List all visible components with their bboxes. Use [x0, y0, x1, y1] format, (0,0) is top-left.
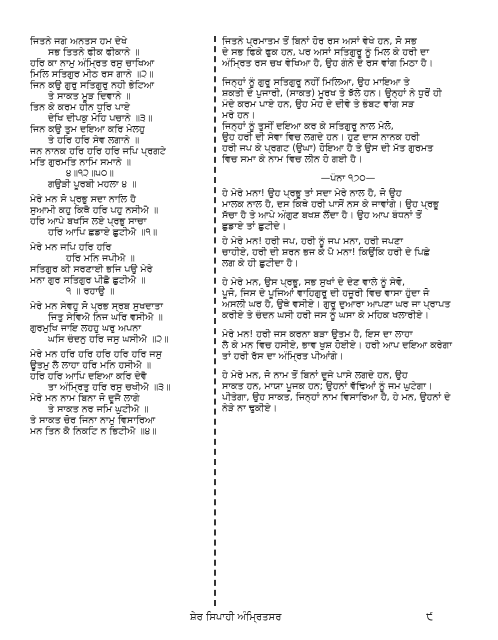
verse-line: ਜਿਤਨੇ ਜਗ ਅਨਤਸ ਹਮ ਦੇਖੇ [30, 36, 128, 47]
commentary-line: ਪੂਜੋ, ਜਿਸ ਦੇ ਪੂਜਿਆਂ ਵਾਹਿਗੁਰੂ ਦੀ ਹਜ਼ੂਰੀ ਵਿਚ ਵਾਸਾ ਹੁੰਦਾ ਜੋ [222, 288, 430, 299]
verse-line: ਮੇਰੇ ਮਨ ਸੇਵਹੁ ਸੋ ਪ੍ਰਭ ਸ੍ਰਬ ਸੁਖਦਾਤਾ [30, 301, 164, 312]
verse-line: ਜਿਤੁ ਸੇਵਿਐ ਨਿਜ ਘਰਿ ਵਸੀਐ ॥ [48, 312, 163, 323]
verse-line: ਊਤਮੁ ਲੈ ਲਾਹਾ ਹਰਿ ਮਨਿ ਹਸੀਐ ॥ [30, 360, 152, 371]
commentary-column [222, 36, 474, 414]
gurbani-column [30, 36, 210, 437]
commentary-line: ਸਾਕਤ ਹਨ, ਮਾਯਾ ਪੂਜਕ ਹਨ; ਉਹਨਾਂ ਵੱਢਿਆਂ ਨੂੰ ਜਮ ਘੁਟੇਗਾ। [222, 381, 433, 392]
verse-line: ਮਨਾ ਗੁਰ ਸਤਿਗੁਰ ਪੀਛੈ ਛੁਟੀਐ ॥ [30, 275, 146, 286]
verse-line: ਮੇਰੇ ਮਨ ਨਾਮ ਬਿਨਾ ਜੋ ਦੂਜੈ ਲਾਗੇ [30, 393, 140, 404]
commentary-line: ਲੈ ਕੇ ਮਨ ਵਿਚ ਹਸੀਏ, ਭਾਵ ਖੁਸ਼ ਹੋਈਏ। ਹਰੀ ਆਪ ਦਇਆ ਕਰੇਗਾ [222, 340, 452, 351]
commentary-line: ਜਿਨ੍ਹਾਂ ਨੂੰ ਗੁਰੂ ਸਤਿਗੁਰੂ ਨਹੀਂ ਮਿਲਿਆ, ਉਹ ਮਾਇਆ ਤੇ [222, 77, 410, 88]
verse-line: ਮੇਰੇ ਮਨ ਜਪਿ ਹਰਿ ਹਰਿ [30, 242, 112, 253]
commentary-line: ਛੁਡਾਏ ਤਾਂ ਛੁਟੀਦੇ। [222, 221, 287, 232]
commentary-line: ਸ਼ਕਤੀ ਦੇ ਪੁਜਾਰੀ, (ਸਾਕਤ) ਮੂਰਖ ਤੇ ਝੱਲੇ ਹਨ। ਉਨ੍ਹਾਂ ਨੇ ਧੁਰੋਂ ਹੀ [222, 88, 442, 99]
commentary-line: ਮਰੇ ਹਨ। [222, 110, 256, 121]
verse-number: ੪॥੧੨॥੫੦॥ [66, 168, 114, 179]
verse-line: ਹਰਿ ਹਰਿ ਆਪਿ ਦਇਆ ਕਰਿ ਦੇਵੈ [30, 371, 147, 382]
verse-line: ਮਤਿ ਗੁਰਮਤਿ ਨਾਮਿ ਸਮਾਨੇ ॥ [30, 157, 131, 168]
commentary-line: ਤਾਂ ਹਰੀ ਰੱਸ ਦਾ ਅੰਮ੍ਰਿਤ ਪੀਆਂਗੇ। [222, 351, 344, 362]
verse-number: ੧ ॥ ਰਹਾਉ ॥ [66, 286, 115, 297]
column-divider [214, 36, 216, 606]
verse-line: ਤੇ ਹਰਿ ਹਰਿ ਸੇਵ ਲਗਾਨੇ ॥ [48, 135, 140, 146]
verse-line: ਤੇ ਸਾਕਤ ਚੋਰ ਜਿਨਾ ਨਾਮੁ ਵਿਸਾਰਿਆ [30, 415, 156, 426]
verse-line: ਜਿਨ ਕਉ ਗੁਰੁ ਸਤਿਗੁਰੁ ਨਹੀ ਭੇਟਿਆ [30, 80, 155, 91]
verse-line: ਤੇ ਸਾਕਤ ਨਰ ਜਮਿ ਘੁਟੀਐ ॥ [48, 404, 149, 415]
commentary-line: ਅਸਲੀ ਘਰ ਹੈ, ਉਥੇ ਵਸੀਏ। ਗੁਰੂ ਦੁਆਰਾ ਆਪਣਾ ਘਰ ਜਾ ਪ੍ਰਾਪਤ [222, 299, 451, 310]
verse-line: ਹਰਿ ਕਾ ਨਾਮੁ ਅੰਮ੍ਰਿਤ ਰਸੁ ਚਾਖਿਆ [30, 58, 155, 69]
verse-line: ਮੇਰੇ ਮਨ ਹਰਿ ਹਰਿ ਹਰਿ ਹਰਿ ਹਰਿ ਜਸੁ [30, 349, 162, 360]
verse-line: ਘਸਿ ਚੰਦਨੁ ਹਰਿ ਜਸੁ ਘਸੀਐ ॥੨॥ [48, 334, 169, 345]
verse-line: ਤੇ ਸਾਕਤ ਮੂੜ ਦਿਵਾਨੇ ॥ [48, 91, 131, 102]
commentary-line: ਦੇ ਸਭ ਫਿਕੇ ਫੁਕ ਹਨ, ਪਰ ਅਸਾਂ ਸਤਿਗੁਰੂ ਨੂੰ ਮਿਲ ਕੇ ਹਰੀ ਦਾ [222, 47, 430, 58]
verse-line: ਸਭ ਤਿਤਨੇ ਫੀਕ ਫੀਕਾਨੇ ॥ [48, 47, 140, 58]
commentary-line: ਜਿਤਨੇ ਪ੍ਰਮਾਤਮ ਤੋਂ ਬਿਨਾਂ ਹੋਰ ਰਸ ਅਸਾਂ ਵੇਖੇ ਹਨ, ਸੋ ਸਭ [222, 36, 417, 47]
commentary-line: ਚਾਹੀਏ, ਹਰੀ ਦੀ ਸ਼ਰਨ ਭਜ ਕੇ ਪੈ ਮਨਾ! ਕਿਉਂਕਿ ਹਰੀ ਦੇ ਪਿਛੇ [222, 247, 430, 258]
commentary-line: ਜਿਨ੍ਹਾਂ ਨੂੰ ਤੁਸੀਂ ਦਇਆ ਕਰ ਕੇ ਸਤਿਗੁਰੂ ਨਾਲ ਮੇਲੋ, [222, 121, 394, 132]
verse-line: ਹਰਿ ਆਪਿ ਛਡਾਏ ਛੁਟੀਐ ॥੧॥ [48, 227, 158, 238]
footer-title: ਸ਼ੇਰ ਸਿਪਾਹੀ ਅੰਮ੍ਰਿਤਸਰ [190, 612, 282, 623]
commentary-line: ਨੇੜੇ ਨਾ ਢੁਕੀਏ। [222, 403, 278, 414]
verse-line: ਦੇਖਿ ਦੀਪਕੁ ਮੋਹਿ ਪਚਾਨੇ ॥੩॥ [48, 113, 153, 124]
verse-line: ਮਿਲਿ ਸਤਿਗੁਰ ਮੀਠ ਰਸ ਗਾਨੇ ॥੨॥ [30, 69, 154, 80]
verse-line: ਹਰਿ ਆਪੇ ਬਖਸਿ ਲਏ ਪ੍ਰਭੁ ਸਾਚਾ [30, 216, 147, 227]
verse-line: ਮੇਰੇ ਮਨ ਸੋ ਪ੍ਰਭੁ ਸਦਾ ਨਾਲਿ ਹੈ [30, 194, 136, 205]
verse-line: ਸੁਆਮੀ ਕਹੁ ਕਿਥੈ ਹਰਿ ਪਹੁ ਨਸੀਐ ॥ [30, 205, 159, 216]
commentary-line: ਲਗ ਕੇ ਹੀ ਛੁਟੀਦਾ ਹੈ। [222, 258, 299, 269]
verse-line: ਸਤਿਗੁਰ ਕੀ ਸਰਣਾਈ ਭਜਿ ਪਉ ਮੇਰੇ [30, 264, 153, 275]
commentary-line: ਹੇ ਮੇਰੇ ਮਨ, ਜੋ ਨਾਮ ਤੋਂ ਬਿਨਾਂ ਦੂਜੇ ਪਾਸੇ ਲਗਦੇ ਹਨ, ਉਹ [222, 370, 408, 381]
verse-line: ਤਾ ਅੰਮ੍ਰਿਤੁ ਹਰਿ ਰਸੁ ਚਖੀਐ ॥੩॥ [48, 382, 171, 393]
verse-line: ਜਨ ਨਾਨਕ ਹਰਿ ਹਰਿ ਹਰਿ ਜਪਿ ਪ੍ਰਗਟੇ [30, 146, 166, 157]
commentary-line: ਹੇ ਮੇਰੇ ਮਨ, ਉਸ ਪ੍ਰਭੂ, ਸਭ ਸੁਖਾਂ ਦੇ ਦੇਣ ਵਾਲੇ ਨੂੰ ਸੇਵੋ, [222, 277, 405, 288]
section-heading: ਗਉੜੀ ਪੂਰਬੀ ਮਹਲਾ ੪ ॥ [48, 179, 137, 190]
commentary-line: ਉਹ ਹਰੀ ਦੀ ਸੇਵਾ ਵਿਚ ਲਗਦੇ ਹਨ। ਹੁਣ ਦਾਸ ਨਾਨਕ ਹਰੀ [222, 132, 420, 143]
commentary-line: ਪੀਤੇਗਾ, ਉਹ ਸਾਕਤ, ਜਿਨ੍ਹਾਂ ਨਾਮ ਵਿਸਾਰਿਆ ਹੈ, ਹੇ ਮਨ, ਉਹਨਾਂ ਦੇ [222, 392, 451, 403]
verse-line: ਜਿਨ ਕਉ ਤੁਮ ਦਇਆ ਕਰਿ ਮੇਲਹੁ [30, 124, 145, 135]
commentary-line: ਵਿਚ ਸਮਾ ਕੇ ਨਾਮ ਵਿਚ ਲੀਨ ਹੋ ਗਈ ਹੈ। [222, 154, 363, 165]
commentary-line: ਮੰਦੇ ਕਰਮ ਪਾਏ ਹਨ, ਉਹ ਮੋਹ ਦੇ ਦੀਵੇ ਤੇ ਭੰਬਟ ਵਾਂਗ ਸੜ [222, 99, 415, 110]
verse-line: ਤਿਨ ਕੇ ਕਰਮ ਹੀਨ ਧੁਰਿ ਪਾਏ [30, 102, 131, 113]
commentary-line: ਮੇਰੇ ਮਨ! ਹਰੀ ਜਸ ਕਰਨਾ ਬੜਾ ਉਤਮ ਹੈ, ਇਸ ਦਾ ਲਾਹਾ [222, 329, 413, 340]
commentary-line: ਅੰਮ੍ਰਿਤ ਰਸ ਚਖ ਵੇਖਿਆ ਹੈ, ਉਹ ਗੰਨੇ ਦੇ ਰਸ ਵਾਂਗ ਮਿਠਾ ਹੈ। [222, 58, 434, 69]
commentary-line: ਮਾਲਕ ਨਾਲ ਹੈ, ਦਸ ਕਿਥੇ ਹਰੀ ਪਾਸੋਂ ਨਸ ਕੇ ਜਾਵਾਂਗੇ। ਉਹ ਪ੍ਰਭੂ [222, 199, 439, 210]
commentary-line: ਕਰੀਏ ਤੇ ਚੰਦਨ ਘਸੀ ਹਰੀ ਜਸ ਨੂੰ ਘਸਾ ਕੇ ਮਹਿਕ ਖਲਾਰੀਏ। [222, 310, 429, 321]
verse-line: ਗੁਰਮੁਖਿ ਜਾਇ ਲਹਹੁ ਘਰੁ ਅਪਨਾ [30, 323, 142, 334]
commentary-line: ਸੱਚਾ ਹੈ ਤੇ ਆਪੇ ਔਗੁਣ ਬਖਸ਼ ਲੈਂਦਾ ਹੈ। ਉਹ ਆਪ ਬੰਧਨਾਂ ਤੋਂ [222, 210, 422, 221]
page-marker: —ਪੰਨਾ ੧੭੦— [320, 173, 376, 184]
verse-line: ਹਰਿ ਮਨਿ ਜਪੀਐ ॥ [66, 253, 135, 264]
commentary-line: ਹਰੀ ਜਪ ਕੇ ਪ੍ਰਗਟ (ਉਘਾ) ਹੋਇਆ ਹੈ ਤੇ ਉਸ ਦੀ ਮੱਤ ਗੁਰਮਤ [222, 143, 434, 154]
page-number: ੯ [426, 610, 434, 623]
verse-line: ਮਨ ਤਿਨ ਕੈ ਨਿਕਟਿ ਨ ਭਿਟੀਐ ॥੪॥ [30, 426, 157, 437]
commentary-line: ਹੇ ਮੇਰੇ ਮਨ! ਹਰੀ ਜਪ, ਹਰੀ ਨੂੰ ਜਪ ਮਨਾ, ਹਰੀ ਜਪਣਾ [222, 236, 403, 247]
commentary-line: ਹੇ ਮੇਰੇ ਮਨਾ! ਉਹ ਪ੍ਰਭੂ ਤਾਂ ਸਦਾ ਮੇਰੇ ਨਾਲ ਹੈ, ਜੋ ਉਹ [222, 188, 402, 199]
